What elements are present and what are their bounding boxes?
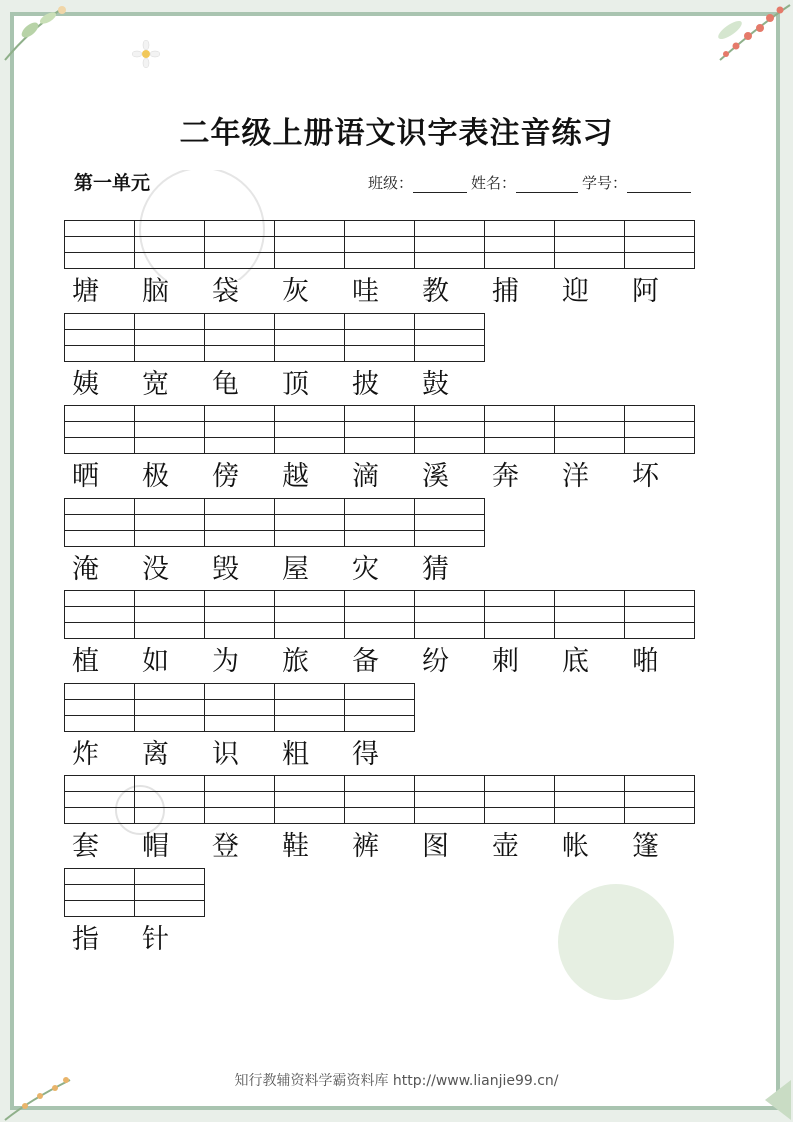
pinyin-writing-cell[interactable] xyxy=(344,220,415,269)
pinyin-writing-cell[interactable] xyxy=(414,220,485,269)
pinyin-writing-cell[interactable] xyxy=(64,220,135,269)
hanzi-character: 植 xyxy=(72,646,99,677)
character-row xyxy=(64,925,204,955)
pinyin-writing-cell[interactable] xyxy=(414,775,485,824)
pinyin-writing-cell[interactable] xyxy=(274,220,345,269)
pinyin-writing-cell[interactable] xyxy=(64,498,135,547)
pinyin-writing-cell[interactable] xyxy=(134,220,205,269)
pinyin-writing-cell[interactable] xyxy=(414,313,485,362)
hanzi-character: 纷 xyxy=(422,646,449,677)
hanzi-character: 迎 xyxy=(562,276,589,307)
hanzi-character: 极 xyxy=(142,461,169,492)
pinyin-writing-cell[interactable] xyxy=(344,775,415,824)
pinyin-writing-cell[interactable] xyxy=(344,590,415,639)
pinyin-writing-cell[interactable] xyxy=(344,498,415,547)
pinyin-writing-cell[interactable] xyxy=(64,405,135,454)
pinyin-writing-cell[interactable] xyxy=(64,313,135,362)
page-title: 二年级上册语文识字表注音练习 xyxy=(179,116,614,151)
pinyin-writing-cell[interactable] xyxy=(64,775,135,824)
hanzi-character: 灰 xyxy=(282,276,309,307)
hanzi-character: 旅 xyxy=(282,646,309,677)
pinyin-grid-row xyxy=(64,868,205,917)
pinyin-writing-cell[interactable] xyxy=(624,405,695,454)
hanzi-character: 离 xyxy=(142,738,169,770)
hanzi-character: 屋 xyxy=(282,553,309,585)
hanzi-character: 晒 xyxy=(72,461,99,492)
pinyin-writing-cell[interactable] xyxy=(204,498,275,547)
pinyin-writing-cell[interactable] xyxy=(414,498,485,547)
hanzi-character: 鞋 xyxy=(282,831,309,862)
pinyin-writing-cell[interactable] xyxy=(484,405,555,454)
hanzi-character: 教 xyxy=(422,276,449,307)
unit-heading: 第一单元 xyxy=(74,172,151,194)
pinyin-writing-cell[interactable] xyxy=(134,590,205,639)
character-row xyxy=(64,832,694,862)
hanzi-character: 底 xyxy=(562,646,589,677)
character-row xyxy=(64,555,484,585)
pinyin-grid-row xyxy=(64,498,485,547)
character-row xyxy=(64,740,414,770)
pinyin-writing-cell[interactable] xyxy=(344,683,415,732)
hanzi-character: 捕 xyxy=(492,276,519,307)
class-blank[interactable] xyxy=(413,178,467,193)
student-info xyxy=(368,172,695,193)
pinyin-writing-cell[interactable] xyxy=(624,220,695,269)
hanzi-character: 袋 xyxy=(212,276,239,307)
pinyin-writing-cell[interactable] xyxy=(484,775,555,824)
hanzi-character: 指 xyxy=(72,923,99,955)
pinyin-writing-cell[interactable] xyxy=(204,405,275,454)
pinyin-writing-cell[interactable] xyxy=(134,313,205,362)
character-row xyxy=(64,370,484,400)
pinyin-writing-cell[interactable] xyxy=(484,220,555,269)
pinyin-grid-row xyxy=(64,683,415,732)
name-blank[interactable] xyxy=(516,178,578,193)
hanzi-character: 猜 xyxy=(422,553,449,585)
hanzi-character: 宽 xyxy=(142,368,169,400)
hanzi-character: 傍 xyxy=(212,461,239,492)
character-row xyxy=(64,462,694,492)
pinyin-writing-cell[interactable] xyxy=(274,405,345,454)
hanzi-character: 识 xyxy=(212,738,239,770)
pinyin-grid-row xyxy=(64,313,485,362)
hanzi-character: 阿 xyxy=(632,276,659,307)
pinyin-writing-cell[interactable] xyxy=(554,775,625,824)
hanzi-character: 溪 xyxy=(422,461,449,492)
pinyin-grid-row xyxy=(64,405,695,454)
pinyin-writing-cell[interactable] xyxy=(414,590,485,639)
hanzi-character: 灾 xyxy=(352,553,379,585)
hanzi-character: 裤 xyxy=(352,831,379,862)
pinyin-writing-cell[interactable] xyxy=(64,590,135,639)
pinyin-writing-cell[interactable] xyxy=(344,313,415,362)
pinyin-writing-cell[interactable] xyxy=(414,405,485,454)
hanzi-character: 如 xyxy=(142,646,169,677)
pinyin-writing-cell[interactable] xyxy=(204,313,275,362)
hanzi-character: 登 xyxy=(212,831,239,862)
pinyin-writing-cell[interactable] xyxy=(624,590,695,639)
pinyin-writing-cell[interactable] xyxy=(134,775,205,824)
pinyin-writing-cell[interactable] xyxy=(274,775,345,824)
pinyin-writing-cell[interactable] xyxy=(274,313,345,362)
number-label: 学号： xyxy=(582,174,628,192)
hanzi-character: 洋 xyxy=(562,461,589,492)
pinyin-grid-row xyxy=(64,775,695,824)
hanzi-character: 帽 xyxy=(142,831,169,862)
hanzi-character: 刺 xyxy=(492,646,519,677)
hanzi-character: 没 xyxy=(142,553,169,585)
hanzi-character: 滴 xyxy=(352,461,379,492)
hanzi-character: 淹 xyxy=(72,553,99,585)
class-label: 班级： xyxy=(368,174,414,192)
hanzi-character: 哇 xyxy=(352,276,379,307)
name-label: 姓名： xyxy=(471,174,517,192)
hanzi-character: 啪 xyxy=(632,646,659,677)
pinyin-writing-cell[interactable] xyxy=(204,775,275,824)
hanzi-character: 备 xyxy=(352,646,379,677)
pinyin-writing-cell[interactable] xyxy=(134,683,205,732)
hanzi-character: 龟 xyxy=(212,368,239,400)
hanzi-character: 奔 xyxy=(492,461,519,492)
hanzi-character: 套 xyxy=(72,831,99,862)
pinyin-writing-cell[interactable] xyxy=(134,498,205,547)
footer-text: 知行教辅资料学霸资料库 http://www.lianjie99.cn/ xyxy=(234,1073,559,1089)
pinyin-writing-cell[interactable] xyxy=(274,498,345,547)
hanzi-character: 帐 xyxy=(562,831,589,862)
hanzi-character: 坏 xyxy=(632,461,659,492)
pinyin-writing-cell[interactable] xyxy=(274,683,345,732)
hanzi-character: 姨 xyxy=(72,368,99,400)
hanzi-character: 塘 xyxy=(72,276,99,307)
pinyin-writing-cell[interactable] xyxy=(344,405,415,454)
hanzi-character: 越 xyxy=(282,461,309,492)
pinyin-writing-cell[interactable] xyxy=(134,868,205,917)
pinyin-grid-row xyxy=(64,220,695,269)
pinyin-writing-cell[interactable] xyxy=(64,868,135,917)
pinyin-writing-cell[interactable] xyxy=(204,220,275,269)
hanzi-character: 披 xyxy=(352,368,379,400)
pinyin-writing-cell[interactable] xyxy=(484,590,555,639)
pinyin-writing-cell[interactable] xyxy=(134,405,205,454)
pinyin-writing-cell[interactable] xyxy=(274,590,345,639)
hanzi-character: 图 xyxy=(422,831,449,862)
pinyin-grid-row xyxy=(64,590,695,639)
pinyin-writing-cell[interactable] xyxy=(554,220,625,269)
hanzi-character: 针 xyxy=(142,923,169,955)
hanzi-character: 为 xyxy=(212,646,239,677)
hanzi-character: 毁 xyxy=(212,553,239,585)
pinyin-writing-cell[interactable] xyxy=(554,405,625,454)
hanzi-character: 壶 xyxy=(492,831,519,862)
hanzi-character: 炸 xyxy=(72,738,99,770)
hanzi-character: 脑 xyxy=(142,276,169,307)
pinyin-writing-cell[interactable] xyxy=(64,683,135,732)
hanzi-character: 得 xyxy=(352,738,379,770)
pinyin-writing-cell[interactable] xyxy=(624,775,695,824)
pinyin-writing-cell[interactable] xyxy=(204,590,275,639)
character-row xyxy=(64,277,694,307)
number-blank[interactable] xyxy=(627,178,691,193)
hanzi-character: 鼓 xyxy=(422,368,449,400)
hanzi-character: 顶 xyxy=(282,368,309,400)
hanzi-character: 篷 xyxy=(632,831,659,862)
hanzi-character: 粗 xyxy=(282,738,309,770)
pinyin-writing-cell[interactable] xyxy=(554,590,625,639)
pinyin-writing-cell[interactable] xyxy=(204,683,275,732)
character-row xyxy=(64,647,694,677)
